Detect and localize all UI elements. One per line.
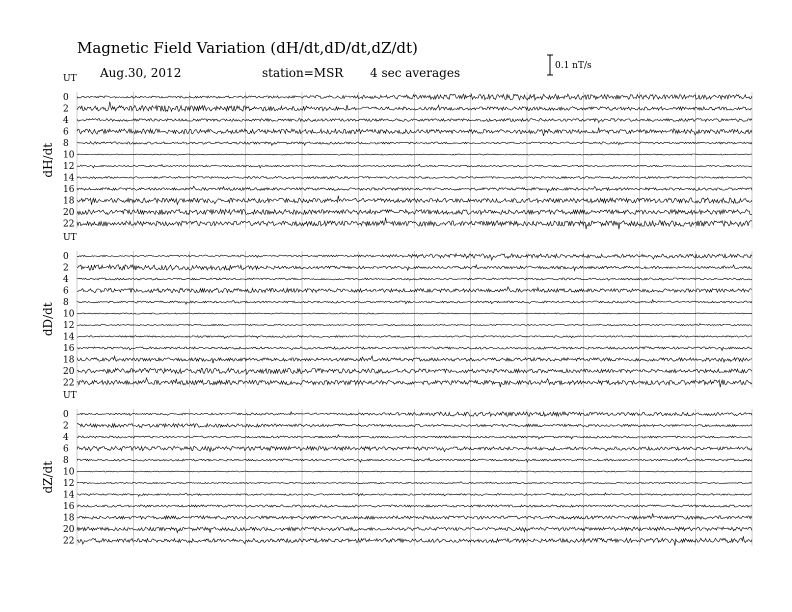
row-label: 22 bbox=[63, 536, 75, 547]
row-label: 20 bbox=[63, 525, 75, 535]
row-label: 14 bbox=[63, 173, 75, 184]
row-label: 12 bbox=[63, 162, 75, 172]
row-label: 2 bbox=[63, 421, 69, 432]
row-label: 22 bbox=[63, 378, 75, 389]
panel-dZ-dt bbox=[41, 391, 752, 547]
row-label: 12 bbox=[63, 321, 75, 331]
row-label: 18 bbox=[63, 513, 75, 524]
row-label: 16 bbox=[63, 502, 75, 512]
row-label: 16 bbox=[63, 344, 75, 354]
panel-ylabel: dD/dt bbox=[41, 302, 55, 337]
row-label: 10 bbox=[63, 150, 75, 161]
ut-label: UT bbox=[63, 74, 77, 84]
row-label: 14 bbox=[63, 332, 75, 343]
row-label: 4 bbox=[63, 116, 69, 126]
ut-label: UT bbox=[63, 391, 77, 401]
row-label: 10 bbox=[63, 467, 75, 478]
station-label: station=MSR bbox=[262, 66, 344, 80]
row-label: 2 bbox=[63, 263, 69, 274]
scale-bar bbox=[547, 55, 592, 75]
row-label: 12 bbox=[63, 479, 75, 489]
row-label: 0 bbox=[63, 410, 69, 420]
row-label: 4 bbox=[63, 433, 69, 443]
row-label: 4 bbox=[63, 275, 69, 285]
panel-ylabel: dH/dt bbox=[41, 142, 55, 178]
row-label: 18 bbox=[63, 196, 75, 207]
date-label: Aug.30, 2012 bbox=[100, 66, 182, 80]
scale-bar-label: 0.1 nT/s bbox=[555, 61, 592, 71]
row-label: 20 bbox=[63, 367, 75, 377]
row-label: 22 bbox=[63, 219, 75, 230]
row-label: 0 bbox=[63, 93, 69, 103]
row-label: 14 bbox=[63, 490, 75, 501]
row-label: 6 bbox=[63, 127, 69, 138]
averaging-label: 4 sec averages bbox=[370, 66, 461, 80]
row-label: 16 bbox=[63, 185, 75, 195]
row-label: 6 bbox=[63, 286, 69, 297]
row-label: 10 bbox=[63, 309, 75, 320]
row-label: 6 bbox=[63, 444, 69, 455]
row-label: 8 bbox=[63, 298, 69, 308]
row-label: 8 bbox=[63, 456, 69, 466]
panel-ylabel: dZ/dt bbox=[41, 460, 55, 494]
ut-label: UT bbox=[63, 233, 77, 243]
row-label: 20 bbox=[63, 208, 75, 218]
row-label: 8 bbox=[63, 139, 69, 149]
plot-title: Magnetic Field Variation (dH/dt,dD/dt,dZ/dt) bbox=[77, 39, 418, 57]
row-label: 18 bbox=[63, 355, 75, 366]
panel-dH-dt bbox=[41, 74, 752, 230]
row-label: 0 bbox=[63, 252, 69, 262]
panel-dD-dt bbox=[41, 233, 752, 389]
panels bbox=[41, 74, 752, 547]
row-label: 2 bbox=[63, 104, 69, 115]
